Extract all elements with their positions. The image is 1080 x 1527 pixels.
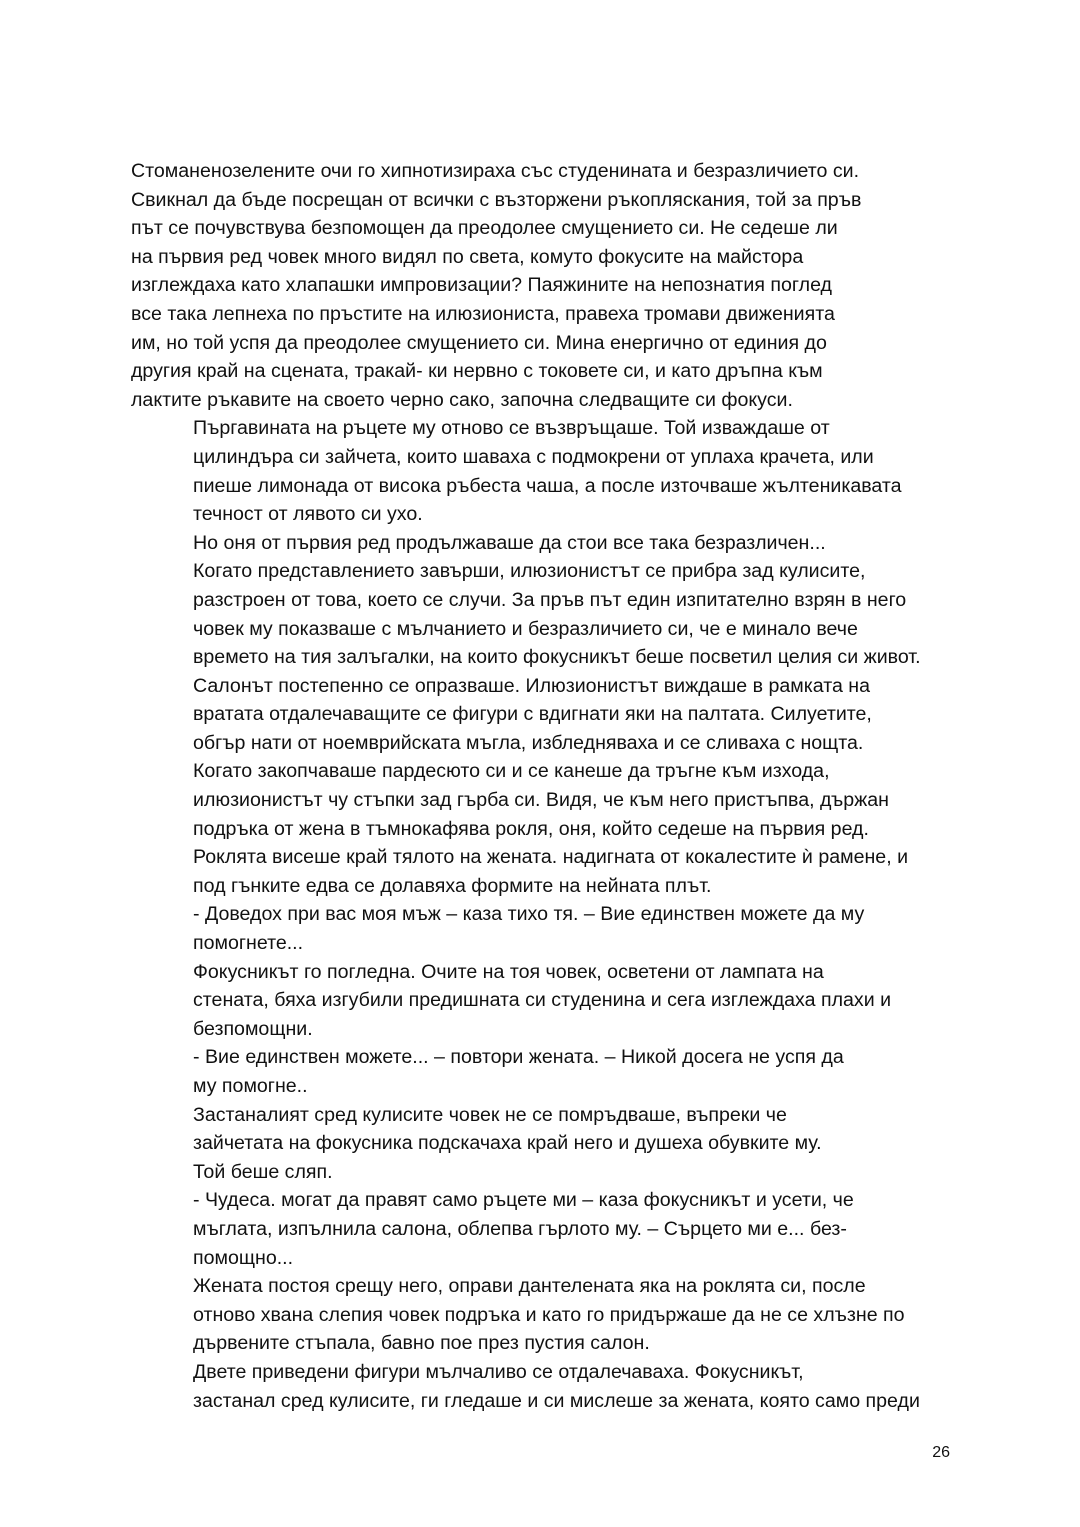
text-line: Но оня от първия ред продължаваше да стои все така безразличен...: [193, 531, 826, 554]
text-line: - Чудеса. могат да правят само ръцете ми – каза фокусникът и усети, че: [193, 1189, 854, 1212]
text-line: застанал сред кулисите, ги гледаше и си мислеше за жената, която само преди: [193, 1389, 920, 1412]
text-line: отново хвана слепия човек подръка и като го придържаше да не се хлъзне по: [193, 1303, 905, 1326]
text-line: безпомощни.: [193, 1017, 313, 1040]
text-line: зайчетата на фокусника подскачаха край него и душеха обувките му.: [193, 1132, 822, 1155]
paragraph: [131, 157, 951, 414]
paragraph: [131, 900, 951, 957]
text-line: Фокусникът го погледна. Очите на тоя човек, осветени от лампата на: [193, 960, 824, 983]
paragraph: [131, 1358, 951, 1415]
text-line: Когато представлението завърши, илюзионистът се прибра зад кулисите,: [193, 560, 866, 583]
text-line: му помогне..: [193, 1075, 308, 1097]
text-line: Когато закопчаваше пардесюто си и се канеше да тръгне към изхода,: [193, 760, 830, 783]
text-line: под гънките едва се долавяха формите на нейната плът.: [193, 874, 712, 897]
paragraph: [131, 1043, 951, 1100]
text-line: - Вие единствен можете... – повтори жената. – Никой досега не успя да: [193, 1046, 844, 1069]
text-line: помощно...: [193, 1246, 294, 1269]
paragraph: [131, 414, 951, 528]
paragraph: [131, 557, 951, 671]
text-line: Салонът постепенно се опразваше. Илюзионистът виждаше в рамката на: [193, 674, 871, 697]
text-line: Пъргавината на ръцете му отново се възвръщаше. Той изваждаше от: [193, 417, 830, 440]
text-line: другия край на сцената, тракай- ки нервно с токовете си, и като дръпна към: [131, 360, 823, 383]
paragraph: [131, 958, 951, 1044]
text-line: дървените стъпала, бавно пое през пустия салон.: [193, 1332, 650, 1355]
text-line: подръка от жена в тъмнокафява рокля, оня, който седеше на първия ред.: [193, 817, 869, 840]
text-line: Роклята висеше край тялото на жената. надигната от кокалестите ѝ рамене, и: [193, 846, 909, 869]
text-line: Застаналият сред кулисите човек не се помръдваше, въпреки че: [193, 1103, 787, 1126]
paragraph: [131, 1158, 951, 1187]
text-line: им, но той успя да преодолее смущението си. Мина енергично от единия до: [131, 331, 827, 354]
text-line: обгър нати от ноемврийската мъгла, избледняваха и се сливаха с нощта.: [193, 731, 864, 754]
text-line: разстроен от това, което се случи. За пръв път един изпитателно взрян в него: [193, 588, 907, 611]
text-line: илюзионистът чу стъпки зад гърба си. Видя, че към него пристъпва, държан: [193, 789, 889, 812]
body-text: [131, 157, 951, 1415]
text-line: път се почувствува безпомощен да преодолее смущението си. Не седеше ли: [131, 217, 838, 240]
text-line: лактите ръкавите на своето черно сако, започна следващите си фокуси.: [131, 388, 793, 411]
text-line: Стоманенозелените очи го хипнотизираха със студенината и безразличието си.: [131, 160, 860, 182]
text-line: човек му показваше с мълчанието и безразличието си, че е минало вече: [193, 617, 858, 640]
paragraph: [131, 1272, 951, 1358]
text-line: Жената постоя срещу него, оправи дантелената яка на роклята си, после: [193, 1275, 866, 1298]
text-line: времето на тия залъгалки, на които фокусникът беше посветил целия си живот.: [193, 646, 921, 669]
text-line: течност от лявото си ухо.: [193, 503, 423, 526]
paragraph: [131, 1186, 951, 1272]
page-number: 26: [932, 1444, 950, 1461]
paragraph: [131, 672, 951, 758]
text-line: на първия ред човек много видял по света, комуто фокусите на майстора: [131, 245, 804, 268]
paragraph: [131, 1101, 951, 1158]
text-line: изглеждаха като хлапашки импровизации? Паяжините на непознатия поглед: [131, 274, 832, 297]
text-line: стената, бяха изгубили предишната си студенина и сега изглеждаха плахи и: [193, 989, 892, 1012]
text-line: Двете приведени фигури мълчаливо се отдалечаваха. Фокусникът,: [193, 1360, 804, 1383]
text-line: цилиндъра си зайчета, които шаваха с подмокрени от уплаха крачета, или: [193, 445, 874, 468]
text-line: все така лепнеха по пръстите на илюзиониста, правеха тромави движенията: [131, 302, 835, 325]
text-line: мъглата, изпълнила салона, облепва гърлото му. – Сърцето ми е... без-: [193, 1217, 847, 1240]
text-line: помогнете...: [193, 932, 304, 955]
text-line: вратата отдалечаващите се фигури с вдигнати яки на палтата. Силуетите,: [193, 703, 872, 726]
text-line: Той беше сляп.: [193, 1160, 333, 1183]
text-line: пиеше лимонада от висока ръбеста чаша, а после източваше жълтеникавата: [193, 474, 902, 497]
text-line: - Доведох при вас моя мъж – каза тихо тя. – Вие единствен можете да му: [193, 903, 865, 926]
paragraph: [131, 757, 951, 900]
paragraph: [131, 529, 951, 558]
text-line: Свикнал да бъде посрещан от всички с възторжени ръкопляскания, той за пръв: [131, 188, 862, 211]
